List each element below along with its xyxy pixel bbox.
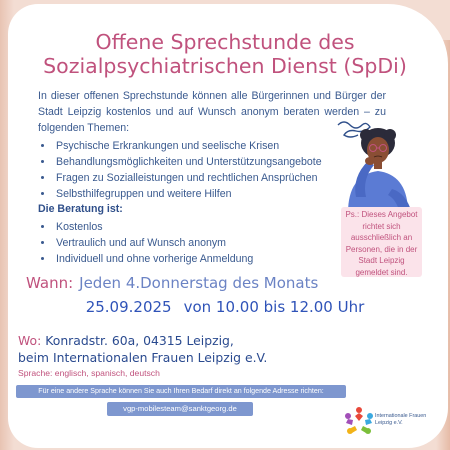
logo-text — [375, 413, 445, 426]
location-block — [18, 332, 267, 366]
event-time: von 10.00 bis 12.00 Uhr — [183, 298, 365, 316]
title-line-2: Sozialpsychiatrischen Dienst (SpDi) — [43, 54, 407, 78]
beratung-heading: Die Beratung ist: — [38, 203, 123, 215]
date-time-row — [0, 298, 450, 316]
people-circle-logo-icon — [342, 404, 376, 438]
beratung-list — [36, 219, 384, 267]
logo-line-2: Leipzig e.V. — [375, 419, 403, 426]
when-row — [26, 274, 318, 292]
list-item: • Fragen zu Sozialleistungen und rechtlichen Ansprüchen — [54, 170, 384, 186]
logo-line-1: Internationale Frauen — [375, 413, 427, 419]
title-line-1: Offene Sprechstunde des — [95, 30, 355, 54]
intro-text: In dieser offenen Sprechstunde können alle Bürgerinnen und Bürger der Stadt Leipzig kostenlos und auf Wunsch anonym beraten werden – zu folgenden Themen: — [38, 90, 386, 134]
languages-text: Sprache: englisch, spanisch, deutsch — [18, 368, 160, 378]
list-item: • Kostenlos — [54, 219, 384, 235]
event-date: 25.09.2025 — [85, 298, 172, 316]
thinking-person-illustration — [334, 117, 426, 213]
residency-note: Ps.: Dieses Angebot richtet sich ausschließlich an Personen, die in der Stadt Leipzig gemeldet sind. — [341, 207, 422, 277]
list-item: • Individuell und ohne vorherige Anmeldung — [54, 251, 384, 267]
list-item: • Behandlungsmöglichkeiten und Unterstützungsangebote — [54, 154, 384, 170]
when-label: Wann: — [26, 274, 74, 292]
where-label: Wo: — [18, 333, 42, 348]
contact-info-banner: Für eine andere Sprache können Sie auch Ihren Bedarf direkt an folgende Adresse richten: — [16, 385, 346, 398]
when-text: Jeden 4.Donnerstag des Monats — [79, 274, 319, 292]
list-item: • Vertraulich und auf Wunsch anonym — [54, 235, 384, 251]
address-line-2: beim Internationalen Frauen Leipzig e.V. — [18, 350, 268, 365]
organization-logo — [342, 404, 442, 440]
page-title — [0, 30, 450, 78]
address-street: Konradstr. 60a, 04315 Leipzig, — [45, 333, 234, 348]
list-item: • Selbsthilfegruppen und weitere Hilfen — [54, 186, 384, 202]
address-line-1 — [18, 332, 267, 349]
themes-list — [36, 138, 384, 202]
list-item: • Psychische Erkrankungen und seelische Krisen — [54, 138, 384, 154]
contact-email-link[interactable]: vgp-mobilesteam@sanktgeorg.de — [107, 402, 253, 416]
